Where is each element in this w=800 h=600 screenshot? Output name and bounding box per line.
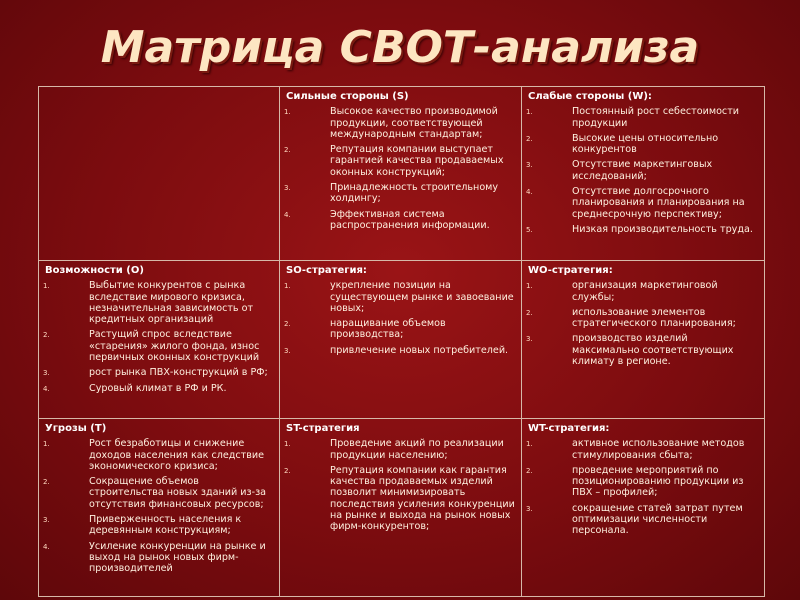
swot-matrix	[38, 86, 765, 597]
list-item-number: 1.	[284, 282, 291, 291]
matrix-row-opportunities	[39, 261, 765, 419]
list-item-number: 2.	[526, 466, 533, 475]
list-item-number: 2.	[284, 146, 291, 155]
list-item	[284, 182, 515, 205]
list-item	[526, 333, 758, 367]
st-header: ST-стратегия	[286, 423, 360, 434]
list-item	[43, 438, 273, 472]
list-item-text: производство изделий максимально соответствующих климату в регионе.	[572, 333, 734, 368]
list-item-text: Проведение акций по реализации продукции населению;	[330, 438, 504, 461]
list-item	[43, 280, 273, 325]
list-item-number: 2.	[526, 308, 533, 317]
list-item-number: 3.	[526, 161, 533, 170]
list-item-text: активное использование методов стимулирования сбыта;	[572, 438, 745, 461]
list-item-number: 1.	[43, 282, 50, 291]
list-item-text: Растущий спрос вследствие «старения» жилого фонда, износ первичных оконных конструкций	[89, 329, 260, 364]
list-item	[526, 465, 758, 499]
wt-header: WT-стратегия:	[528, 423, 610, 434]
list-item-number: 3.	[526, 504, 533, 513]
list-item	[526, 307, 758, 330]
list-item-text: Высокое качество производимой продукции, соответствующей международным стандартам;	[330, 106, 498, 140]
list-item-text: Высокие цены относительно конкурентов	[572, 132, 719, 156]
matrix-row-threats	[39, 419, 765, 597]
st-list	[284, 438, 515, 532]
cell-wo-strategy	[522, 261, 765, 419]
list-item-text: организация маркетинговой службы;	[572, 280, 718, 303]
list-item-number: 3.	[43, 369, 50, 378]
list-item	[526, 106, 758, 129]
list-item-text: Приверженность населения к деревянным конструкциям;	[89, 514, 242, 537]
list-item-number: 4.	[43, 384, 50, 393]
threats-header: Угрозы (T)	[45, 423, 107, 434]
list-item-text: рост рынка ПВХ-конструкций в РФ;	[89, 367, 268, 379]
cell-st-strategy	[280, 419, 522, 597]
list-item	[43, 367, 273, 378]
opportunities-list	[43, 280, 273, 394]
list-item-text: использование элементов стратегического планирования;	[572, 306, 736, 330]
list-item	[43, 329, 273, 363]
list-item	[284, 318, 515, 341]
list-item-text: Постоянный рост себестоимости продукции	[572, 106, 740, 129]
list-item	[284, 345, 515, 356]
matrix-row-header	[39, 87, 765, 261]
list-item-number: 2.	[284, 320, 291, 329]
list-item-number: 2.	[284, 466, 291, 475]
so-header: SO-стратегия:	[286, 265, 367, 276]
list-item-number: 5.	[526, 225, 533, 234]
list-item-number: 4.	[526, 188, 533, 197]
weaknesses-list	[526, 106, 758, 235]
list-item-text: привлечение новых потребителей.	[330, 344, 509, 356]
list-item-number: 1.	[284, 440, 291, 449]
list-item-number: 2.	[526, 134, 533, 143]
strengths-list	[284, 106, 515, 231]
cell-opportunities	[39, 261, 280, 419]
list-item-number: 1.	[526, 282, 533, 291]
cell-strengths	[280, 87, 522, 261]
list-item-number: 2.	[43, 478, 50, 487]
list-item-text: Сокращение объемов строительства новых зданий из-за отсутствия финансовых ресурсов;	[89, 476, 267, 510]
cell-threats	[39, 419, 280, 597]
list-item-number: 4.	[43, 542, 50, 551]
list-item	[526, 159, 758, 182]
list-item	[526, 133, 758, 156]
list-item-text: Отсутствие маркетинговых исследований;	[572, 159, 713, 182]
list-item-number: 4.	[284, 210, 291, 219]
strengths-header: Сильные стороны (S)	[286, 91, 409, 102]
list-item-number: 1.	[284, 108, 291, 117]
wt-list	[526, 438, 758, 536]
threats-list	[43, 438, 273, 574]
list-item-text: Усиление конкуренции на рынке и выход на рынок новых фирм-производителей	[89, 540, 266, 575]
slide-title: Матрица СВОТ-анализа	[100, 22, 700, 73]
list-item	[43, 541, 273, 575]
list-item-number: 1.	[526, 440, 533, 449]
so-list	[284, 280, 515, 356]
list-item-text: Репутация компании как гарантия качества продаваемых изделий позволит минимизировать последствия усиления конкуренции на рынке и выхода на рынок новых фирм-конкурентов;	[330, 464, 515, 533]
list-item	[284, 465, 515, 533]
list-item-text: Репутация компании выступает гарантией качества продаваемых оконных конструкций;	[330, 144, 504, 178]
list-item	[284, 438, 515, 461]
list-item	[526, 224, 758, 235]
cell-wt-strategy	[522, 419, 765, 597]
list-item-text: укрепление позиции на существующем рынке и завоевание новых;	[330, 280, 514, 314]
list-item-text: проведение мероприятий по позиционированию продукции из ПВХ – профилей;	[572, 464, 744, 499]
list-item-text: Принадлежность строительному холдингу;	[330, 182, 499, 205]
list-item	[284, 209, 515, 232]
list-item	[43, 383, 273, 394]
list-item-text: Низкая производительность труда.	[572, 223, 753, 235]
list-item	[43, 514, 273, 537]
wo-list	[526, 280, 758, 367]
list-item	[43, 476, 273, 510]
list-item-number: 3.	[43, 516, 50, 525]
list-item-text: Эффективная система распространения информации.	[330, 208, 490, 231]
list-item	[284, 106, 515, 140]
wo-header: WO-стратегия:	[528, 265, 613, 276]
list-item-number: 3.	[284, 346, 291, 355]
list-item-number: 1.	[43, 440, 50, 449]
list-item	[526, 438, 758, 461]
list-item-number: 2.	[43, 331, 50, 340]
list-item-number: 1.	[526, 108, 533, 117]
cell-empty-corner	[39, 87, 280, 261]
list-item	[284, 144, 515, 178]
cell-so-strategy	[280, 261, 522, 419]
list-item-text: Выбытие конкурентов с рынка вследствие мирового кризиса, незначительная зависимость от кредитных организаций	[89, 280, 254, 326]
list-item	[284, 280, 515, 314]
list-item	[526, 186, 758, 220]
list-item-text: Суровый климат в РФ и РК.	[89, 382, 227, 394]
cell-weaknesses	[522, 87, 765, 261]
list-item-number: 3.	[284, 184, 291, 193]
list-item-text: наращивание объемов производства;	[330, 318, 446, 341]
list-item-text: Рост безработицы и снижение доходов населения как следствие экономического кризиса;	[89, 438, 265, 472]
list-item-text: сокращение статей затрат путем оптимизации численности персонала.	[572, 502, 743, 537]
list-item-number: 3.	[526, 335, 533, 344]
list-item	[526, 503, 758, 537]
opportunities-header: Возможности (O)	[45, 265, 144, 276]
weaknesses-header: Слабые стороны (W):	[528, 91, 652, 102]
list-item-text: Отсутствие долгосрочного планирования и планирования на среднесрочную перспективу;	[572, 186, 745, 220]
list-item	[526, 280, 758, 303]
